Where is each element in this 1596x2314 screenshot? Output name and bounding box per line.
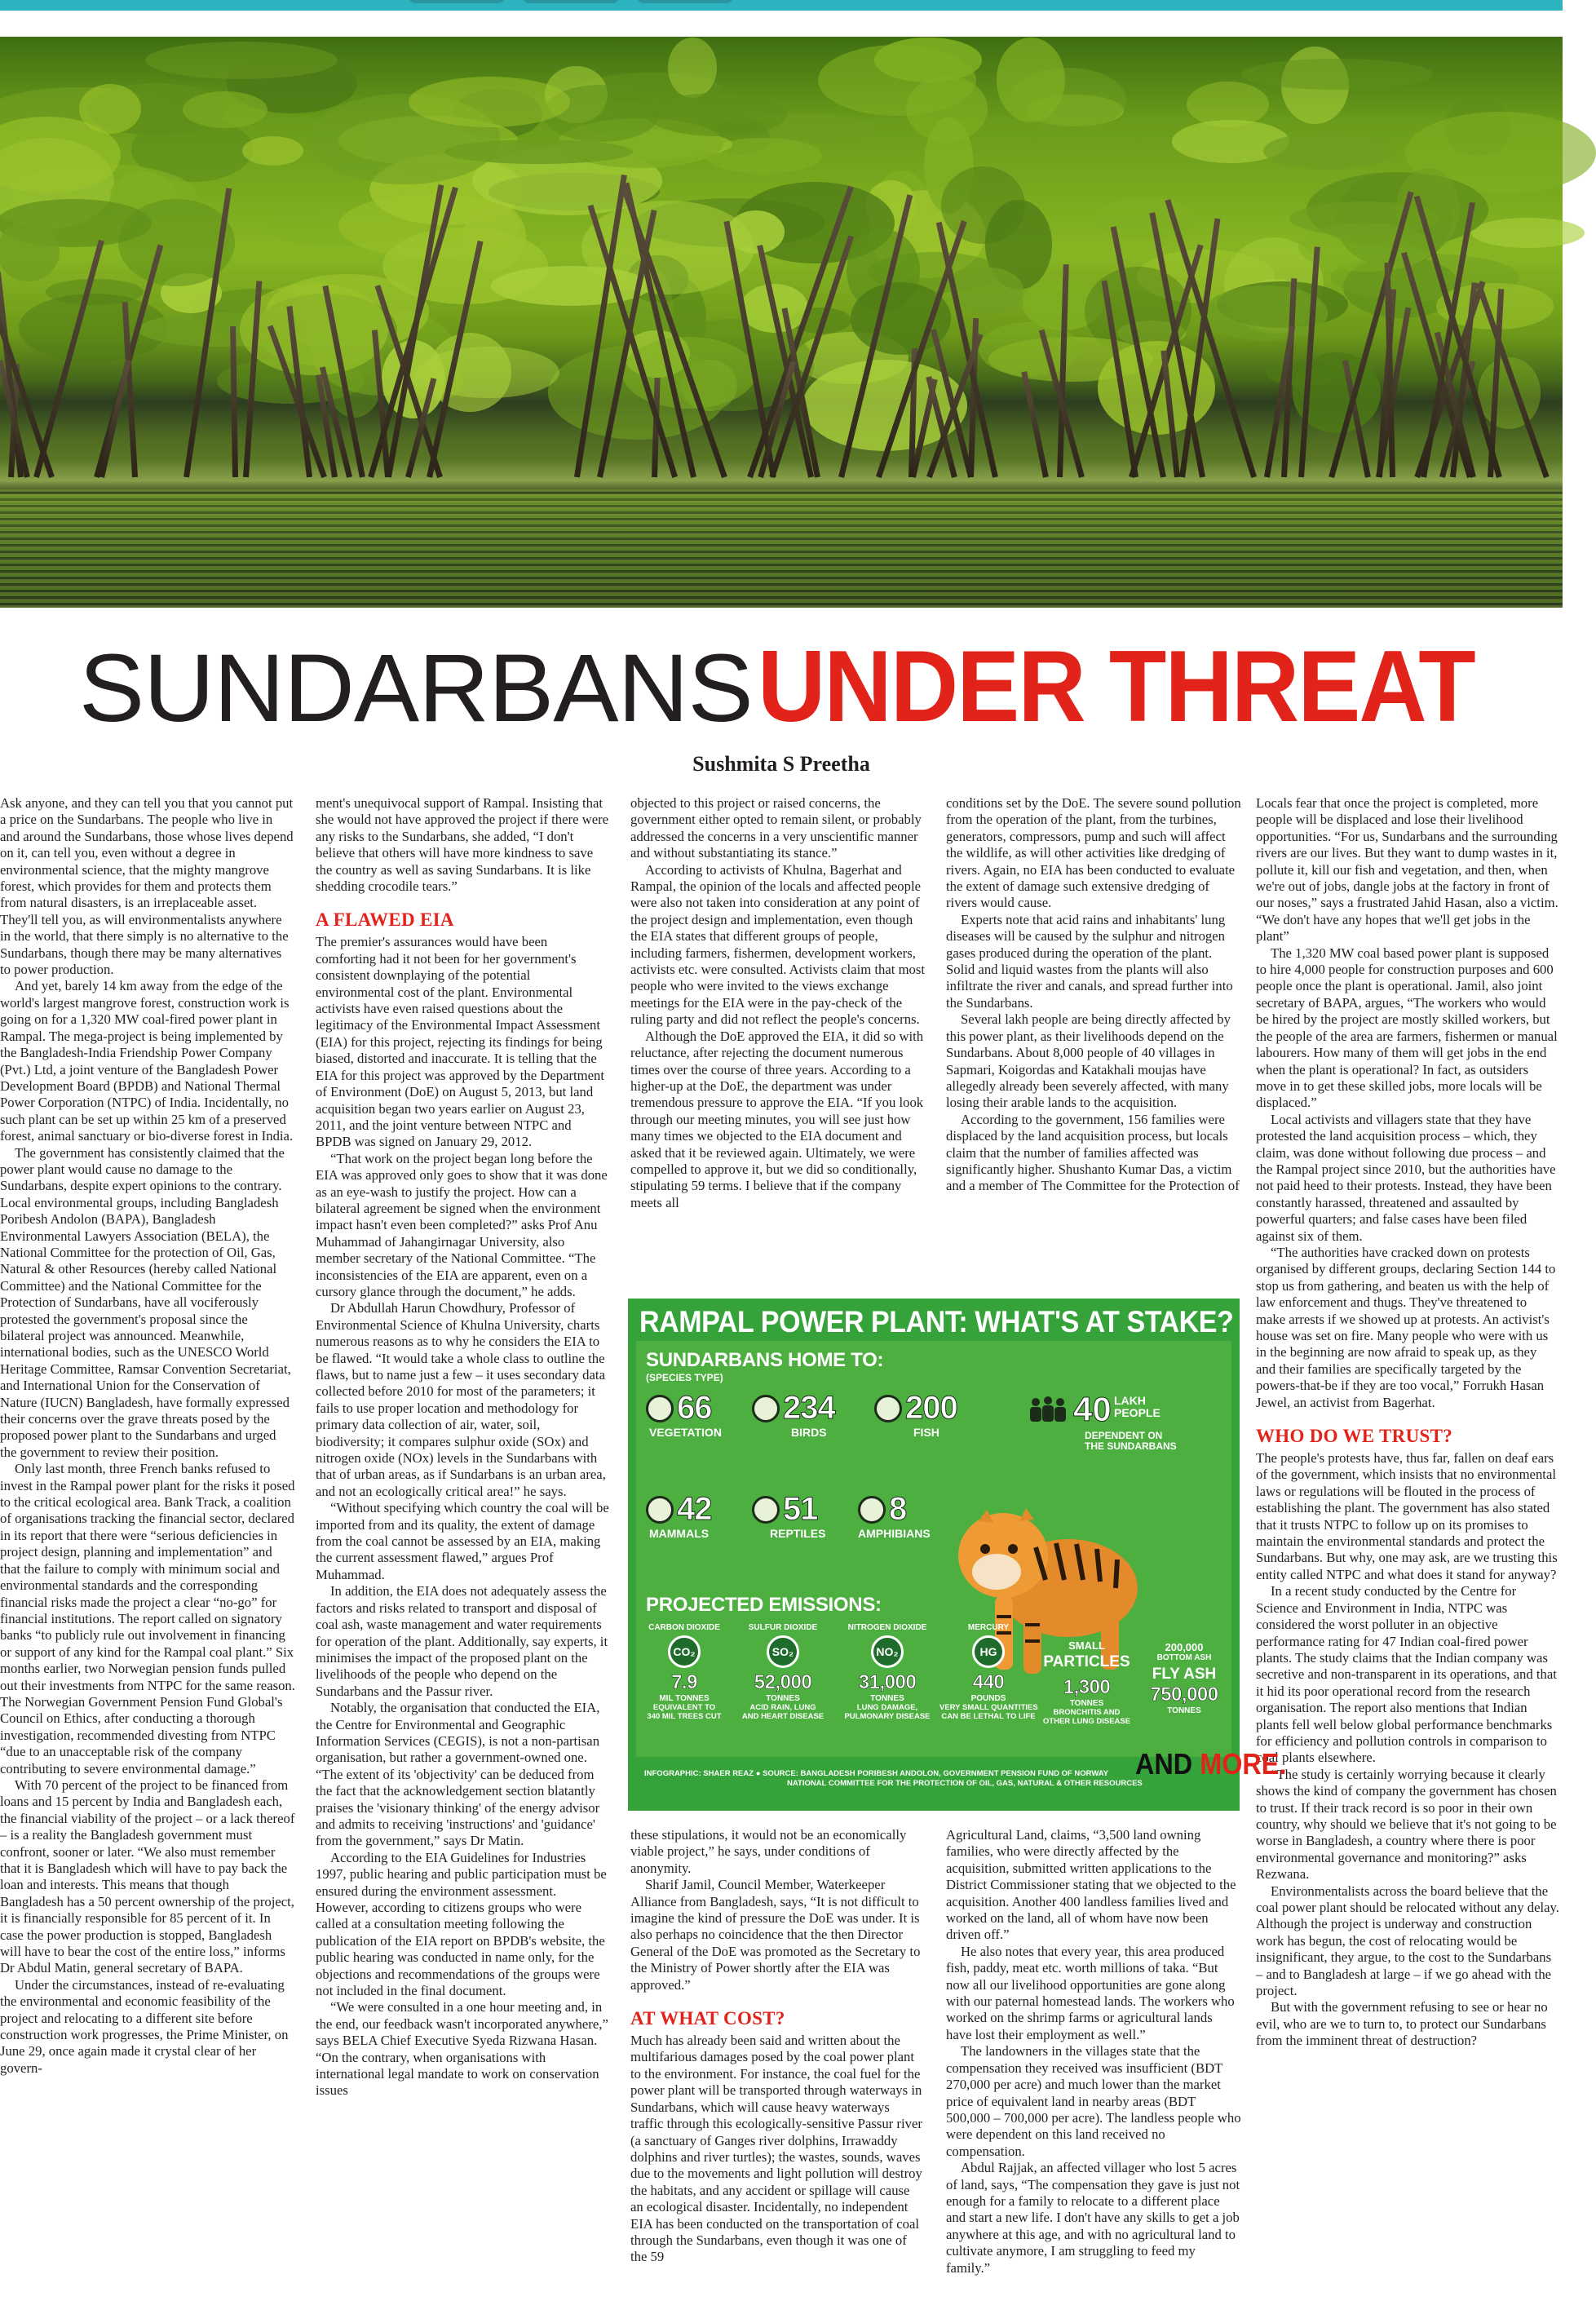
deer-icon [646, 1496, 674, 1524]
masthead-remnant [636, 0, 734, 3]
headline-light: SUNDARBANS [78, 635, 753, 742]
article-paragraph: And yet, barely 14 km away from the edge of the world's largest mangrove forest, construction work is going on for a 1,320 MW coal-fired power plant in Rampal. The mega-project is being implemented by the Bangladesh-India Friendship Power Company (Pvt.) Ltd, a joint venture of the Bangladesh Power Development Board (BPDB) and National Thermal Power Corporation (NTPC) of India. Incidentally, no such plant can be set up within 25 km of a preserved forest, animal sanctuary or bio-diverse forest in India. [0, 978, 294, 1144]
article-column-4-top [946, 795, 1241, 1285]
article-paragraph: Although the DoE approved the EIA, it did so with reluctance, after rejecting the document numerous times over the course of three years. According to a higher-up at the DoE, the department was under tremendous pressure to approve the EIA. “If you look through our meeting minutes, you will see just how many times we objected to the EIA document and asked that it be reviewed again. Ultimately, we were compelled to approve it, but we did so conditionally, stipulating 59 terms. I believe that if the company meets all [630, 1028, 924, 1210]
foliage-patch [1471, 218, 1585, 248]
article-paragraph: Locals fear that once the project is completed, more people will be displaced and lose their livelihood opportunities. “For us, Sundarbans and the surrounding rivers are our lives. But they want to dump wastes in it, pollute it, kill our fish and vegetation, and then, when we're out of jobs, dangle jobs at the factory in front of our noses,” says a frustrated Jahid Hasan, also a victim. “We don't have any hopes that we'll get jobs in the plant” [1256, 795, 1558, 945]
infographic-credit: INFOGRAPHIC: SHAER REAZ ● SOURCE: BANGLADESH PORIBESH ANDOLON, GOVERNMENT PENSION FUND OF NORWAY [644, 1769, 1109, 1778]
foliage-patch [1267, 361, 1340, 386]
foliage-patch [409, 77, 569, 127]
article-paragraph: Sharif Jamil, Council Member, Waterkeeper Alliance from Bangladesh, says, “It is not difficult to imagine the kind of pressure the DoE was under. It is also perhaps no coincidence that the then Director General of the DoE was promoted as the Secretary to the Ministry of Power shortly after the EIA was approved.” [630, 1877, 921, 1993]
section-heading: AT WHAT COST? [630, 2008, 785, 2029]
species-mammals: 42 MAMMALS [646, 1491, 712, 1528]
leaf-icon [646, 1395, 674, 1422]
article-paragraph: objected to this project or raised concerns, the government either opted to remain silent, or probably addressed the concerns in a very unscientific manner and without substantiating its stance.” [630, 795, 922, 861]
people-icon [1028, 1396, 1068, 1422]
article-paragraph: “Without specifying which country the coal will be imported from and its quality, the extent of damage from the coal cannot be assessed by an EIA, making the current assessment flawed,” argues Prof Muhammad. [316, 1500, 609, 1582]
article-paragraph: Much has already been said and written about the multifarious damages posed by the coal power plant to the environment. For instance, the coal fuel for the power plant will be transported through waterways in Sundarbans, which will cause heavy waterways traffic through this ecologically-sensitive Passur river (a sanctuary of Ganges river dolphins, Irrawaddy dolphins and river turtles); the wastes, sounds, waves due to the movements and light pollution will destroy the habitats, and any accident or spillage will cause an ecological disaster. Incidentally, no independent EIA has been conducted on the transportation of coal through the Sundarbans, even though it was one of the 59 [630, 2033, 922, 2265]
article-paragraph: Dr Abdullah Harun Chowdhury, Professor of Environmental Science of Khulna University, charts numerous reasons as to why he considers the EIA to be flawed. “It would take a whole class to outline the flaws, but to name just a few – it uses secondary data collected before 2010 for most of the parameters; it fails to use proper location and methodology for primary data collection of air, water, soil, biodiversity; it compares sulphur oxide (SOx) and nitrogen oxide (NOx) levels in the Sundarbans with that of urban areas, as if Sundarbans is an urban area, and not an ecologically critical area!” he says. [316, 1300, 606, 1499]
article-paragraph: Agricultural Land, claims, “3,500 land owning families, who were directly affected by the acquisition, submitted written applications to the District Commissioner stating that we objected to the acquisition. Another 400 landless families lived and worked on the land, all of whom have now been driven off.” [946, 1827, 1236, 1943]
article-paragraph: “The authorities have cracked down on protests organised by different groups, declaring Section 144 to stop us from gathering, and beaten us with the help of law enforcement and thugs. They've threatened to make arrests if we showed up at protests. An activist's house was set on fire. Many people who were with us in the beginning are now afraid to speak up, as they and their families are specifically targeted by the powers-that-be if they are too vocal,” Forrukh Hasan Jewel, an activist from Bagerhat. [1256, 1244, 1556, 1410]
article-paragraph: According to the government, 156 families were displaced by the land acquisition process, but locals claim that the number of families affected was significantly higher. Shushanto Kumar Das, a victim and a member of The Committee for the Protection of [946, 1111, 1240, 1194]
article-column-3-bottom [630, 1827, 926, 2314]
article-paragraph: The government has consistently claimed that the power plant would cause no damage to the Sundarbans, despite expert opinions to the contrary. Local environmental groups, including Bangladesh Poribesh Andolon (BAPA), Bangladesh Environmental Lawyers Association (BELA), the National Committee for the protection of Oil, Gas, Natural & other Resources (hereby called National Committee) and the National Committee for the Protection of Sundarbans, have all vociferously protested the government's proposal since the bilateral project was announced. Meanwhile, international bodies, such as the UNESCO World Heritage Committee, Ramsar Convention Secretariat, and International Union for the Conservation of Nature (IUCN) Bangladesh, have formally expressed their concerns over the grave threats posed by the proposed power plant to the Sundarbans and urged the government to review their position. [0, 1144, 291, 1460]
article-paragraph: Several lakh people are being directly affected by this power plant, as their livelihoods depend on the Sundarbans. About 8,000 people of 40 villages in Sapmari, Koigordas and Katakhali moujas have allegedly already been severely affected, with many losing their arable lands to the acquisition. [946, 1011, 1231, 1111]
foliage-patch [1241, 59, 1433, 89]
masthead-remnant [408, 0, 506, 3]
foliage-patch [647, 93, 787, 136]
article-paragraph: With 70 percent of the project to be financed from loans and 15 percent by India and Bangladesh each, the financial viability of the project – or a lack thereof – is a reality the Bangladesh government must confront, sooner or later. “We also must remember that it is Bangladesh which will have to pay back the loan and interests. This means that though Bangladesh has a 50 percent ownership of the project, it is financially responsible for 85 percent of it. In case the power production is stopped, Bangladesh will have to bear the cost of the entire loss,” informs Dr Abdul Matin, general secretary of BAPA. [0, 1776, 295, 1976]
article-column-3-top [630, 795, 926, 1285]
byline: Sushmita S Preetha [692, 752, 870, 776]
emissions-heading: PROJECTED EMISSIONS: [646, 1594, 882, 1616]
foliage-patch [906, 76, 988, 142]
emission-co2: CARBON DIOXIDE CO₂ 7.9 MIL TONNES EQUIVALENT TO 340 MIL TREES CUT [647, 1623, 722, 1721]
emission-no2: NITROGEN DIOXIDE NO₂ 31,000 TONNES LUNG DAMAGE, PULMONARY DISEASE [844, 1623, 931, 1721]
article-paragraph: According to the EIA Guidelines for Industries 1997, public hearing and public participation must be ensured during the environment assessment. However, according to citizens groups who were called at a consultation meeting following the publication of the EIA report on BPDB's website, the public hearing was conducted in name only, for the objections and recommendations of the groups were not included in the final document. [316, 1849, 607, 1999]
headline-bold: UNDER THREAT [757, 630, 1474, 743]
species-heading: SUNDARBANS HOME TO: [646, 1349, 884, 1371]
article-paragraph: Environmentalists across the board believe that the coal power plant should be relocated without any delay. Although the project is underway and construction work has begun, the cost of relocating would be insignificant, they argue, to the cost to the Sundarbans – and to Bangladesh at large – if we go ahead with the project. [1256, 1883, 1559, 1999]
turtle-icon [752, 1496, 780, 1524]
article-paragraph: Ask anyone, and they can tell you that you cannot put a price on the Sundarbans. The people who live in and around the Sundarbans, those whose lives depend on it, can tell you, even without a degree in environmental science, that the mighty mangrove forest, which provides for them and protects them from natural disasters, is an irreplaceable asset. They'll tell you, as will environmentalists anywhere in the world, that there simply is no alternative to the Sundarbans, though there may be many alternatives to power production. [0, 795, 294, 978]
foliage-patch [444, 139, 633, 164]
article-headline [78, 630, 1488, 743]
mangrove-forest-photo [0, 37, 1563, 608]
article-paragraph: Experts note that acid rains and inhabitants' lung diseases will be caused by the sulphur and nitrogen gases produced during the operation of the plant. Solid and liquid wastes from the plants will also infiltrate the river and canals, and spread further into the Sundarbans. [946, 911, 1233, 1011]
bird-icon [752, 1395, 780, 1422]
article-paragraph: The 1,320 MW coal based power plant is supposed to hire 4,000 people for construction purposes and 600 people once the plant is operational. Jamil, also joint secretary of BAPA, argues, “The workers who would be hired by the project are mostly skilled workers, but the people of the area are farmers, fishermen or manual labourers. How many of them will get jobs in the end when the plant is operational? In fact, as outsiders move in to get these skilled jobs, more locals will be displaced.” [1256, 945, 1558, 1111]
species-reptiles: 51 REPTILES [752, 1491, 818, 1528]
emission-fly-ash: 200,000 BOTTOM ASH FLY ASH 750,000 TONNES [1150, 1641, 1218, 1715]
article-paragraph: Local activists and villagers state that they have protested the land acquisition process – which, they claim, was done without following due process – and the Rampal project since 2010, but the authorities have not paid heed to their protests. Instead, they have been constantly harassed, threatened and assaulted by powerful quarters; and false cases have been filed against six of them. [1256, 1111, 1556, 1244]
article-paragraph: Notably, the organisation that conducted the EIA, the Centre for Environmental and Geographic Information Services (CEGIS), is not a non-partisan organisation, but rather a government-owned one. “The extent of its 'objectivity' can be deduced from the fact that the acknowledgement section blatantly praises the 'visionary thinking' of the energy advisor and admits to receiving 'instructions' and 'guidance' from the government,” says Dr Matin. [316, 1700, 600, 1849]
article-paragraph: “That work on the project began long before the EIA was approved only goes to show that it was done as an eye-wash to justify the project. How can a bilateral agreement be signed when the environment impact hasn't even been completed?” asks Prof Anu Muhammad of Jahangirnagar University, also member secretary of the National Committee. “The inconsistencies of the EIA are apparent, even on a cursory glance through the document,” he adds. [316, 1150, 608, 1299]
section-heading: A FLAWED EIA [316, 909, 454, 931]
article-paragraph: ment's unequivocal support of Rampal. Insisting that she would not have approved the project if there were any risks to the Sundarbans, she added, “I don't believe that others will have more kindness to save the country as well as saving Sundarbans. It is like shedding crocodile tears.” [316, 795, 609, 895]
article-paragraph: “We were consulted in a one hour meeting and, in the end, our feedback wasn't incorporated anywhere,” says BELA Chief Executive Syeda Rizwana Hasan. “On the contrary, when organisations with international legal mandate to work on conservation issues [316, 1999, 608, 2099]
article-column-5 [1256, 795, 1559, 2314]
foliage-patch [183, 91, 267, 128]
frog-icon [858, 1496, 886, 1524]
tree-trunk [230, 326, 238, 477]
species-amphibians: 8 AMPHIBIANS [858, 1491, 931, 1540]
foliage-patch [954, 268, 1023, 314]
emission-so2: SULFUR DIOXIDE SO₂ 52,000 TONNES ACID RAIN, LUNG AND HEART DISEASE [741, 1623, 825, 1721]
foliage-patch [941, 166, 1025, 244]
foliage-patch [1263, 132, 1395, 170]
article-paragraph: But with the government refusing to see or hear no evil, who are we to turn to, to protect our Sundarbans from the imminent threat of destruction? [1256, 1999, 1548, 2049]
article-paragraph: He also notes that every year, this area produced fish, paddy, meat etc. worth millions of taka. “But now all our livelihood opportunities are gone along with our paternal homestead lands. The workers who worked on the shrimp farms or agricultural lands have lost their employment as well.” [946, 1943, 1235, 2042]
article-column-4-bottom [946, 1827, 1241, 2314]
species-subheading: (SPECIES TYPE) [646, 1372, 723, 1383]
article-paragraph: conditions set by the DoE. The severe sound pollution from the operation of the plant, from the turbines, generators, compressors, pump and such will affect the wildlife, as will other activities like dredging of rivers. Again, no EIA has been conducted to evaluate the extent of damage such extensive dredging of rivers would cause. [946, 795, 1241, 911]
article-paragraph: In addition, the EIA does not adequately assess the factors and risks related to transport and disposal of coal ash, waste management and water requirements for operation of the plant. Additionally, say experts, it minimises the impact of the proposed plant on the livelihoods of the people who depend on the Sundarbans and the Passur river. [316, 1583, 608, 1699]
article-paragraph: According to activists of Khulna, Bagerhat and Rampal, the opinion of the locals and affected people were also not taken into consideration at any point of the project design and implementation, even though the EIA states that different groups of people, including farmers, fishermen, development workers, activists etc. were consulted. Activists claim that most people who were invited to the views exchange meetings for the EIA were in the pay-check of the ruling party and did not reflect the people's concerns. [630, 861, 926, 1028]
species-vegetation: 66 VEGETATION [646, 1390, 712, 1427]
tree-trunk [99, 359, 130, 477]
river-reflection [0, 489, 1563, 608]
foliage-patch [0, 221, 60, 282]
top-color-bar [0, 0, 1563, 11]
species-fish: 200 FISH [874, 1390, 957, 1427]
article-column-2 [316, 795, 609, 2314]
foliage-patch [79, 84, 141, 135]
article-paragraph: In a recent study conducted by the Centre for Science and Environment in India, NTPC was considered the worst polluter in an objective performance rating for 47 Indian coal-fired power plants. The study claims that the Indian company was secretive and non-transparent in its operations, and that it hid its poor operational record from the research organisation. The report also mentions that Indian plants fell well below global performance benchmarks for efficiency and pollution controls in comparison to coal plants elsewhere. [1256, 1583, 1557, 1766]
foliage-patch [668, 38, 717, 98]
article-paragraph: The landowners in the villages state that the compensation they received was insufficient (BDT 270,000 per acre) and much lower than the market price of equivalent land in nearby areas (BDT 500,000 – 700,000 per acre). The landless people who were dependent on this land received no compensation. [946, 2043, 1241, 2159]
foliage-patch [874, 38, 982, 82]
foliage-patch [997, 38, 1065, 122]
article-paragraph: The premier's assurances would have been comforting had it not been for her government's consistent downplaying of the potential environmental cost of the plant. Environmental activists have even raised questions about the legitimacy of the Environmental Impact Assessment (EIA) for this project, rejecting its findings for being biased, distorted and inaccurate. It is telling that the EIA for this project was approved by the Department of Environment (DoE) on August 5, 2013, but land acquisition began two years earlier on August 23, 2011, and the joint venture between NTPC and BPDB was signed on January 29, 2012. [316, 934, 605, 1150]
article-paragraph: Abdul Rajjak, an affected villager who lost 5 acres of land, says, “The compensation they gave is just not enough for a family to relocate to a different place and start a new life. I don't have any skills to get a job anywhere at this age, and with no agricultural land to cultivate anymore, I am struggling to feed my family.” [946, 2160, 1240, 2276]
section-heading: WHO DO WE TRUST? [1256, 1426, 1453, 1447]
emission-particles: SMALL PARTICLES 1,300 TONNES BRONCHITIS AND OTHER LUNG DISEASE [1042, 1639, 1131, 1726]
article-paragraph: “The study is certainly worrying because it clearly shows the kind of company the government has chosen to trust. If their track record is so poor in their own country, why should we believe that it's not going to be worse in Bangladesh, a country where there is poor environmental governance and monitoring?” asks Rezwana. [1256, 1766, 1557, 1883]
infographic: RAMPAL POWER PLANT: WHAT'S AT STAKE? SUNDARBANS HOME TO: (SPECIES TYPE) 66 VEGETATION 234 BIRDS 200 FISH 42 MAMMALS 51 REPTILES 8 AMPHIBIANS 40 LAKH PEOPLE DEPENDENT ON THE SUNDARBANS PROJECTED EMISSIONS: CARBON DIOXIDE CO₂ 7.9 MIL TONNES EQUIVALENT TO 340 MIL TREES CUT SULFUR DIOXIDE SO₂ 52,000 TONNES ACID RAIN, LUNG AND HEART DISEASE NITROGEN DIOXIDE NO₂ 31,000 TONNES LUNG DAMAGE, PULMONARY DISEASE MERCURY HG 440 POUNDS VERY SMALL QUANTITIES CAN BE LETHAL TO LIFE SMALL PARTICLES 1,300 TONNES BRONCHITIS AND OTHER LUNG DISEASE 200,000 BOTTOM ASH FLY ASH 750,000 TONNES AND MORE. INFOGRAPHIC: SHAER REAZ ● SOURCE: BANGLADESH PORIBESH ANDOLON, GOVERNMENT PENSION FUND OF NORWAY NATIONAL COMMITTEE FOR THE PROTECTION OF OIL, GAS, NATURAL & OTHER RESOURCES [628, 1299, 1240, 1811]
species-birds: 234 BIRDS [752, 1390, 835, 1427]
foliage-patch [240, 283, 388, 376]
emission-mercury: MERCURY HG 440 POUNDS VERY SMALL QUANTITIES CAN BE LETHAL TO LIFE [939, 1623, 1038, 1721]
infographic-source: NATIONAL COMMITTEE FOR THE PROTECTION OF OIL, GAS, NATURAL & OTHER RESOURCES [787, 1779, 1143, 1788]
masthead-remnant [522, 0, 620, 3]
fish-icon [874, 1395, 902, 1422]
article-paragraph: Under the circumstances, instead of re-evaluating the environmental and economic feasibility of the project and relocating to a different site before construction work progresses, the Prime Minister, on June 29, once again made it crystal clear of her govern- [0, 1976, 289, 2076]
article-paragraph: Only last month, three French banks refused to invest in the Rampal power plant for the risks it posed to the critical ecological area. Bank Track, a coalition of organisations tracking the financial sector, declared in its report that there were “serious deficiencies in project design, planning and implementation” and that the failure to comply with minimum social and environmental standards and the corresponding financial risks made the project a clear “no-go” for financial institutions. The report called on signatory banks “to publicly rule out involvement in financing or support of any kind for the Rampal coal plant.” Six months earlier, two Norwegian pension funds pulled out their investments from NTPC for the same reason. The Norwegian Government Pension Fund Global's Council on Ethics, after conducting a thorough investigation, recommended divesting from NTPC “due to an unacceptable risk of the company contributing to severe environmental damage.” [0, 1461, 295, 1776]
article-paragraph: The people's protests have, thus far, fallen on deaf ears of the government, which insists that no environmental laws or regulations will be flouted in the process of establishing the plant. The government has also stated that it trusts NTPC to follow up on its promises to maintain the environmental standards and protect the Sundarbans. But why, one may ask, are we trusting this entity called NTPC and what does it stand for anyway? [1256, 1450, 1558, 1582]
foliage-patch [242, 136, 303, 166]
article-column-1 [0, 795, 295, 2314]
foliage-patch [145, 42, 337, 79]
infographic-title: RAMPAL POWER PLANT: WHAT'S AT STAKE? [639, 1305, 1234, 1338]
article-paragraph: these stipulations, it would not be an economically viable project,” he says, under conditions of anonymity. [630, 1827, 907, 1876]
and-more: AND MORE. [1135, 1747, 1287, 1781]
